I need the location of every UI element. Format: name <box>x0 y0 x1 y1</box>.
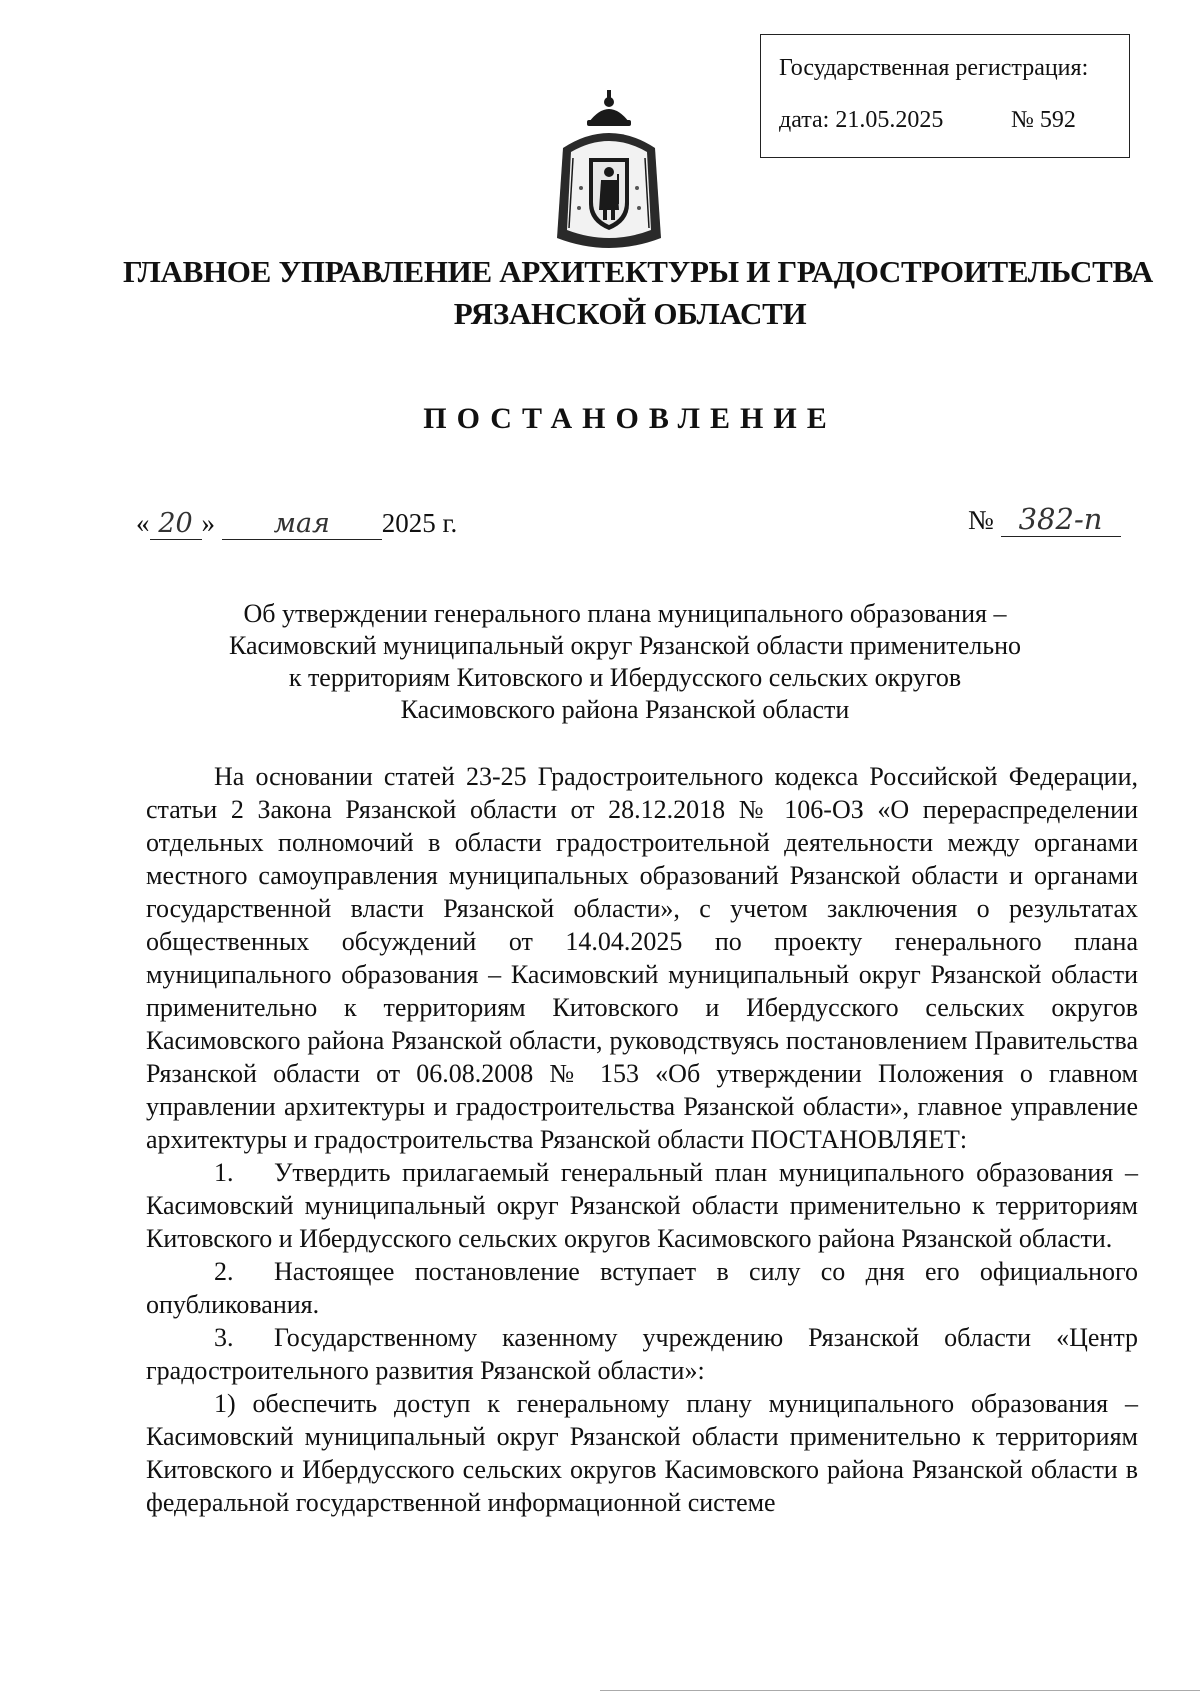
number-handwritten: 382-п <box>1001 502 1121 537</box>
item-3-1-paragraph: 1) обеспечить доступ к генеральному плану муниципального образования – Касимовский муниципальный округ Рязанской области применительно к территориям Китовского и Ибердусского сельских округов Касимовского района Рязанской области в федеральной государственной информационной системе <box>146 1389 1138 1517</box>
date-month-handwritten: мая <box>222 508 382 540</box>
item-2-text: Настоящее постановление вступает в силу со дня его официального опубликования. <box>146 1257 1138 1319</box>
registration-number: № 592 <box>1011 107 1076 133</box>
coat-of-arms-icon <box>553 88 665 256</box>
document-subject <box>150 598 1100 726</box>
preamble-paragraph: На основании статей 23-25 Градостроительного кодекса Российской Федерации, статьи 2 Закона Рязанской области от 28.12.2018 № 106-ОЗ «О перераспределении отдельных полномочий в области градостроительной деятельности между органами местного самоуправления муниципальных образований Рязанской области и органами государственной власти Рязанской области», с учетом заключения о результатах общественных обсуждений от 14.04.2025 по проекту генерального плана муниципального образования – Касимовский муниципальный округ Рязанской области применительно к территориям Китовского и Ибердусского сельских округов Касимовского района Рязанской области, руководствуясь постановлением Правительства Рязанской области от 06.08.2008 № 153 «Об утверждении Положения о главном управлении архитектуры и градостроительства Рязанской области», главное управление архитектуры и градостроительства Рязанской области ПОСТАНОВЛЯЕТ: <box>146 762 1138 1154</box>
agency-name-line2: РЯЗАНСКОЙ ОБЛАСТИ <box>453 296 807 331</box>
document-type-title: ПОСТАНОВЛЕНИЕ <box>423 402 837 435</box>
document-date <box>136 508 457 540</box>
number-label: № <box>968 505 994 535</box>
document-body <box>146 760 1138 1519</box>
document-number <box>968 502 1121 537</box>
subject-line: к территориям Китовского и Ибердусского сельских округов <box>288 663 962 692</box>
date-day-handwritten: 20 <box>150 508 202 540</box>
date-open-quote: « <box>136 508 150 538</box>
registration-date: дата: 21.05.2025 <box>779 107 944 133</box>
page-edge-line <box>600 1690 1200 1691</box>
date-close-quote: » <box>201 508 215 538</box>
item-3-paragraph <box>146 1321 1138 1387</box>
subject-line: Касимовский муниципальный округ Рязанской области применительно <box>228 631 1022 660</box>
item-1-paragraph <box>146 1156 1138 1255</box>
registration-title: Государственная регистрация: <box>779 55 1089 81</box>
registration-stamp <box>760 34 1130 158</box>
item-2-number: 2. <box>214 1257 234 1286</box>
item-1-text: Утвердить прилагаемый генеральный план муниципального образования – Касимовский муниципальный округ Рязанской области применительно к территориям Китовского и Ибердусского сельских округов Касимовского района Рязанской области. <box>146 1158 1138 1253</box>
subject-line: Об утверждении генерального плана муниципального образования – <box>243 599 1007 628</box>
subject-line: Касимовского района Рязанской области <box>400 695 850 724</box>
item-1-number: 1. <box>214 1158 234 1187</box>
item-3-text: Государственному казенному учреждению Рязанской области «Центр градостроительного развития Рязанской области»: <box>146 1323 1138 1385</box>
item-3-number: 3. <box>214 1323 234 1352</box>
item-2-paragraph <box>146 1255 1138 1321</box>
agency-name-line1: ГЛАВНОЕ УПРАВЛЕНИЕ АРХИТЕКТУРЫ И ГРАДОСТРОИТЕЛЬСТВА <box>122 254 1153 289</box>
date-year: 2025 г. <box>381 508 458 538</box>
